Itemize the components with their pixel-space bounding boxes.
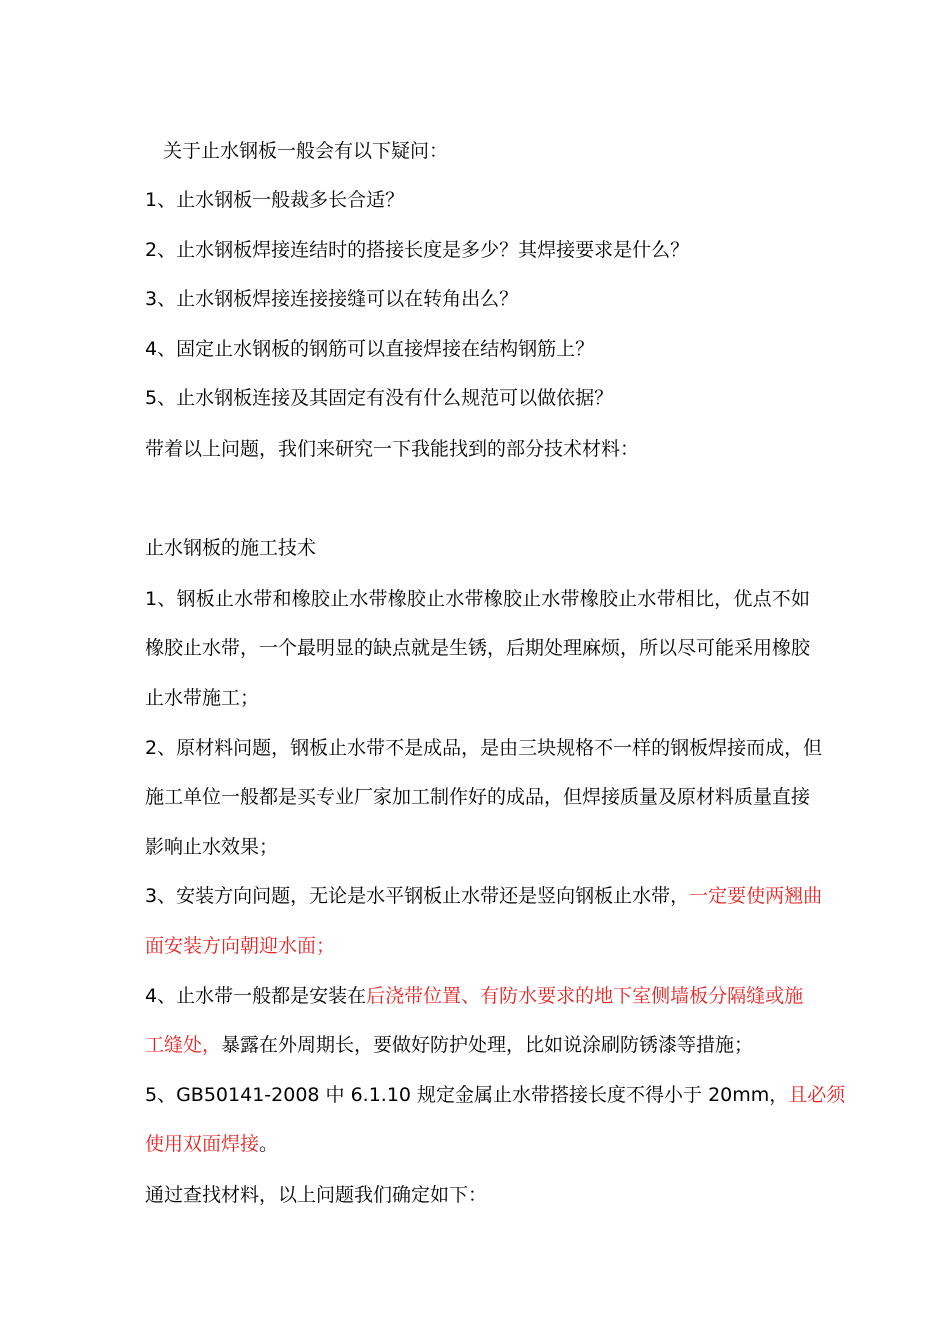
item-5-highlight: 且必须	[788, 1084, 846, 1106]
item-3-line-2	[145, 933, 810, 959]
intro-heading: 关于止水钢板一般会有以下疑问：	[163, 140, 449, 162]
item-3-text: 3、安装方向问题，无论是水平钢板止水带还是竖向钢板止水带，	[145, 885, 690, 907]
item-5-line-2	[145, 1131, 810, 1157]
item-1-line-3: 止水带施工；	[145, 687, 260, 709]
item-4-highlight: 后浇带位置、有防水要求的地下室侧墙板分隔缝或施	[366, 985, 804, 1007]
item-4-text: 4、止水带一般都是安装在	[145, 985, 367, 1007]
item-5-text: 5、GB50141-2008 中 6.1.10 规定金属止水带搭接长度不得小于 20mm，	[145, 1084, 789, 1106]
item-3-highlight-cont: 面安装方向朝迎水面；	[145, 935, 336, 957]
item-2-line-3: 影响止水效果；	[145, 836, 279, 858]
item-5-highlight-cont: 使用双面焊接	[145, 1133, 260, 1155]
question-1: 1、止水钢板一般裁多长合适？	[145, 189, 405, 211]
item-2-line-1: 2、原材料问题，钢板止水带不是成品，是由三块规格不一样的钢板焊接而成，但	[145, 737, 823, 759]
item-3-highlight: 一定要使两翘曲	[689, 885, 823, 907]
item-1-line-1: 1、钢板止水带和橡胶止水带橡胶止水带橡胶止水带橡胶止水带相比，优点不如	[145, 588, 810, 610]
question-3: 3、止水钢板焊接连接接缝可以在转角出么？	[145, 288, 519, 310]
item-4-line-1	[145, 983, 810, 1009]
item-4-line-2	[145, 1032, 810, 1058]
item-2-line-2: 施工单位一般都是买专业厂家加工制作好的成品，但焊接质量及原材料质量直接	[145, 786, 811, 808]
conclusion-text: 通过查找材料，以上问题我们确定如下：	[145, 1184, 488, 1206]
item-3-line-1	[145, 883, 823, 909]
item-5-line-1	[145, 1082, 846, 1108]
item-4-highlight-cont: 工缝处，	[145, 1034, 222, 1056]
question-5: 5、止水钢板连接及其固定有没有什么规范可以做依据？	[145, 387, 614, 409]
item-5-text-end: 。	[259, 1133, 279, 1155]
item-4-text-cont: 暴露在外周期长，要做好防护处理，比如说涂刷防锈漆等措施；	[221, 1034, 754, 1056]
question-2: 2、止水钢板焊接连结时的搭接长度是多少？其焊接要求是什么？	[145, 239, 690, 261]
transition-text: 带着以上问题，我们来研究一下我能找到的部分技术材料：	[145, 438, 640, 460]
section-title: 止水钢板的施工技术	[145, 537, 317, 559]
item-1-line-2: 橡胶止水带，一个最明显的缺点就是生锈，后期处理麻烦，所以尽可能采用橡胶	[145, 637, 811, 659]
question-4: 4、固定止水钢板的钢筋可以直接焊接在结构钢筋上？	[145, 338, 595, 360]
